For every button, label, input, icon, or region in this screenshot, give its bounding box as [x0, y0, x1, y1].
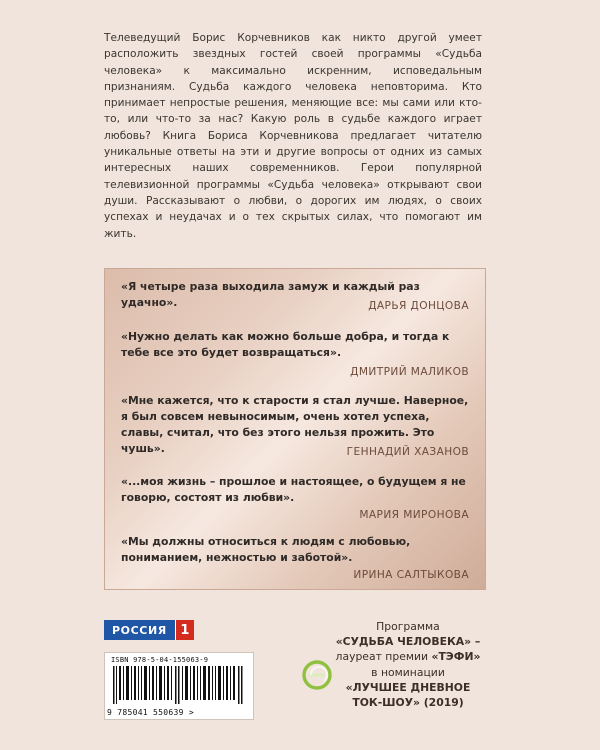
channel-name: РОССИЯ — [104, 620, 175, 640]
nomination-name: ТОК-ШОУ» (2019) — [352, 696, 464, 710]
award-line — [334, 649, 482, 664]
eksmo-e-icon — [302, 660, 332, 690]
quote-panel — [104, 268, 486, 590]
award-line: Программа — [376, 620, 440, 633]
intro-text: Телеведущий Борис Корчевников как никто другой умеет расположить звездных гостей своей программы «Судьба человека» к максимально искренним, исповедальным признаниям. Судьба каждого человека неповторима. Кто принимает непростые решения, меняющие все: мы сами или кто-то, или что-то за нас? Какую роль в судьбе каждого играет любовь? Книга Бориса Корчевникова предлагает читателю уникальные ответы на эти и другие вопросы от одних из самых интересных наших современников. Герои популярной телевизионной программы «Судьба человека» открывают свои души. Рассказывают о любви, о дорогих им людях, о своих успехах и неудачах и о тех скрытых силах, что помогают им жить. — [104, 32, 482, 240]
barcode-block — [104, 652, 254, 720]
channel-number: 1 — [175, 620, 194, 640]
quote-text: «Мы должны относиться к людям с любовью, пониманием, нежностью и заботой». — [121, 535, 411, 564]
quote-author: ИРИНА САЛТЫКОВА — [353, 569, 469, 581]
quote-author: ДМИТРИЙ МАЛИКОВ — [350, 366, 469, 378]
quote-text: «Я четыре раза выходила замуж и каждый раз удачно». — [121, 280, 420, 309]
award-block — [334, 619, 482, 710]
russia-1-logo — [104, 620, 194, 640]
award-line: в номинации — [371, 665, 445, 679]
nomination-name: «ЛУЧШЕЕ ДНЕВНОЕ — [345, 680, 471, 694]
quote-text: «Нужно делать как можно больше добра, и тогда к тебе все это будет возвращаться». — [121, 330, 450, 359]
award-name: «ТЭФИ» — [431, 650, 481, 664]
barcode-digits: 9 785041 550639 > — [107, 708, 194, 717]
quote-text: «...моя жизнь – прошлое и настоящее, о будущем я не говорю, состоят из любви». — [121, 475, 466, 504]
quote-author: ДАРЬЯ ДОНЦОВА — [368, 300, 469, 312]
quote-author: ГЕННАДИЙ ХАЗАНОВ — [346, 446, 469, 458]
isbn-text: ISBN 978-5-04-155063-9 — [111, 656, 209, 664]
quote-text: «Мне кажется, что к старости я стал лучше. Наверное, я был совсем невыносимым, очень хотел успеха, славы, считал, что без этого нельзя прожить. Это чушь». — [121, 394, 469, 455]
award-text: лауреат премии — [335, 650, 429, 664]
barcode-icon — [113, 666, 245, 704]
quote-author: МАРИЯ МИРОНОВА — [359, 509, 469, 521]
program-name: «СУДЬБА ЧЕЛОВЕКА» – — [335, 635, 481, 649]
